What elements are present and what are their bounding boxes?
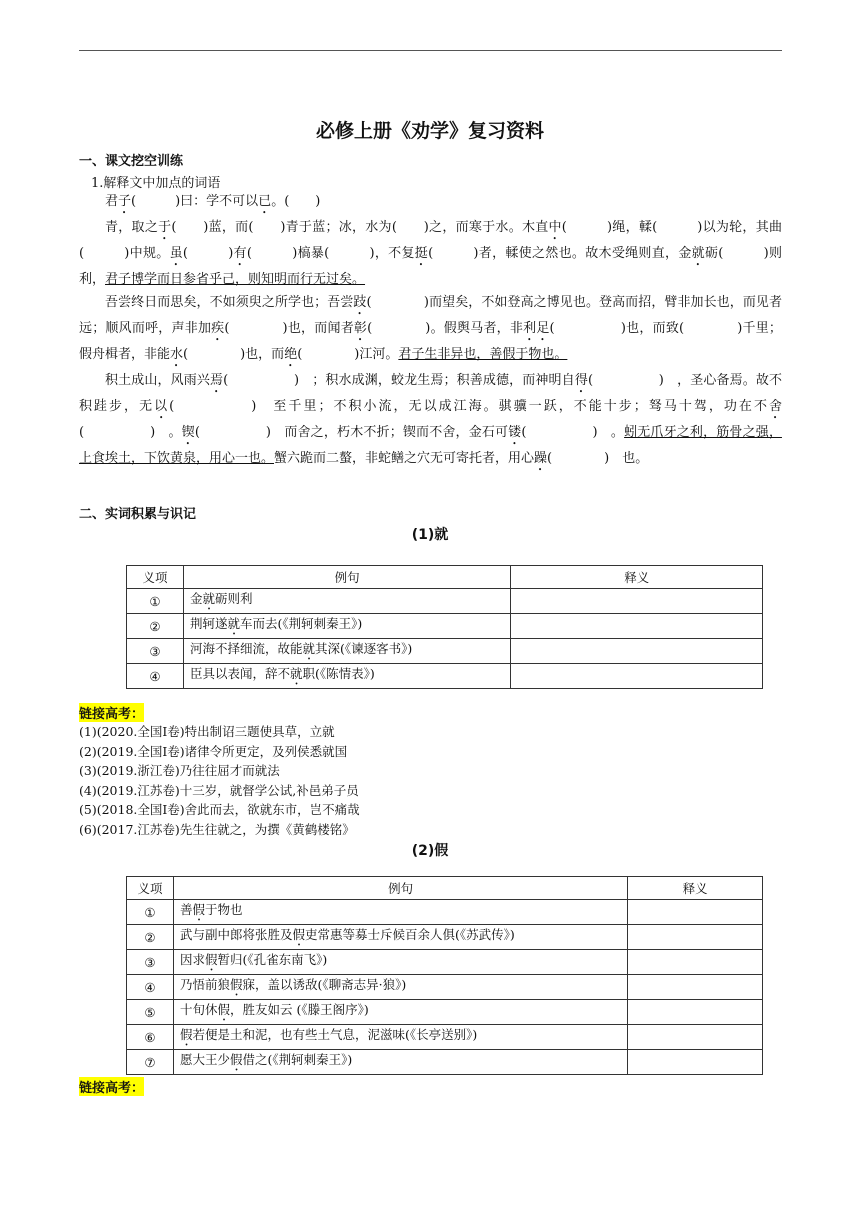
row-number: ① xyxy=(127,589,184,614)
gaokao-list xyxy=(79,722,360,840)
passage xyxy=(79,191,782,474)
row-number: ⑥ xyxy=(127,1025,174,1050)
table-row xyxy=(127,614,763,639)
table-row xyxy=(127,589,763,614)
example-sentence: 荆轲遂就车而去(《荆轲刺秦王》) xyxy=(183,614,510,639)
col-header-meaning: 释义 xyxy=(628,877,763,900)
example-sentence: 武与副中郎将张胜及假吏常惠等募士斥候百余人俱(《苏武传》) xyxy=(173,925,627,950)
table-row xyxy=(127,639,763,664)
table-header-row xyxy=(127,877,763,900)
meaning-blank[interactable] xyxy=(628,900,763,925)
table-row xyxy=(127,925,763,950)
section-heading-1: 一、课文挖空训练 xyxy=(79,154,184,169)
example-sentence: 因求假暂归(《孔雀东南飞》) xyxy=(173,950,627,975)
table-header-row xyxy=(127,566,763,589)
row-number: ④ xyxy=(127,975,174,1000)
meaning-blank[interactable] xyxy=(511,664,763,689)
example-sentence: 善假于物也 xyxy=(173,900,627,925)
example-sentence: 河海不择细流，故能就其深(《谏逐客书》) xyxy=(183,639,510,664)
meaning-blank[interactable] xyxy=(628,925,763,950)
table-jia xyxy=(126,876,763,1075)
passage-para-3: 吾尝终日而思矣，不如须臾之所学也；吾尝跂( )而望矣，不如登高之博见也。登高而招，臂非加长也，而见者远；顺风而呼，声非加疾( )也，而闻者彰( )。假舆马者，非利足( )也，而致( )千里；假舟楫者，非能水( )也，而绝( )江河。君子生非异也，善假于物也。 xyxy=(79,294,782,362)
meaning-blank[interactable] xyxy=(628,1000,763,1025)
row-number: ② xyxy=(127,925,174,950)
passage-para-2: 青，取之于( )蓝，而( )青于蓝；冰，水为( )之，而寒于水。木直中( )绳，輮( )以为轮，其曲( )中规。虽( )有( )槁暴( )，不复挺( )者，輮使之然也。故木受绳则直，金就砺( )则利，君子博学而日参省乎己，则知明而行无过矣。 xyxy=(79,220,782,287)
row-number: ⑤ xyxy=(127,1000,174,1025)
table2-heading: (2)假 xyxy=(411,843,449,859)
table-row xyxy=(127,1000,763,1025)
col-header-example: 例句 xyxy=(183,566,510,589)
example-sentence: 臣具以表闻，辞不就职(《陈情表》) xyxy=(183,664,510,689)
example-sentence: 十旬休假，胜友如云 (《滕王阁序》) xyxy=(173,1000,627,1025)
meaning-blank[interactable] xyxy=(511,589,763,614)
list-item: (3)(2019.浙江卷)乃往往屈才而就法 xyxy=(79,763,280,779)
meaning-blank[interactable] xyxy=(628,1050,763,1075)
col-header-example: 例句 xyxy=(173,877,627,900)
passage-para-4: 积土成山，风雨兴焉( ) ；积水成渊，蛟龙生焉；积善成德，而神明自得( ) ，圣心备焉。故不积跬步，无以( ) 至千里；不积小流，无以成江海。骐骥一跃，不能十步；驽马十驾，功在不舍( ) 。锲( ) 而舍之，朽木不折；锲而不舍，金石可镂( ) 。蚓无爪牙之利，筋骨之强，上食埃土，下饮黄泉，用心一也。蟹六跪而二螯，非蛇鳝之穴无可寄托者，用心躁( ) 也。 xyxy=(79,372,782,466)
table-row xyxy=(127,950,763,975)
meaning-blank[interactable] xyxy=(511,639,763,664)
meaning-blank[interactable] xyxy=(628,1025,763,1050)
table1-heading: (1)就 xyxy=(411,527,449,543)
table-row xyxy=(127,900,763,925)
example-sentence: 假若便是土和泥，也有些土气息，泥滋味(《长亭送别》) xyxy=(173,1025,627,1050)
row-number: ① xyxy=(127,900,174,925)
row-number: ⑦ xyxy=(127,1050,174,1075)
row-number: ② xyxy=(127,614,184,639)
col-header-item: 义项 xyxy=(127,566,184,589)
list-item: (6)(2017.江苏卷)先生往就之，为撰《黄鹤楼铭》 xyxy=(79,821,355,837)
list-item: (4)(2019.江苏卷)十三岁，就督学公试,补邑弟子员 xyxy=(79,782,359,798)
list-item: (1)(2020.全国Ⅰ卷)特出制诏三题使具草，立就 xyxy=(79,724,335,739)
example-sentence: 乃悟前狼假寐，盖以诱敌(《聊斋志异·狼》) xyxy=(173,975,627,1000)
header-rule xyxy=(79,50,782,51)
row-number: ③ xyxy=(127,639,184,664)
example-sentence: 金就砺则利 xyxy=(183,589,510,614)
table-row xyxy=(127,1050,763,1075)
section-heading-2: 二、实词积累与识记 xyxy=(79,507,197,522)
page-title: 必修上册《劝学》复习资料 xyxy=(315,120,544,142)
gaokao-link-label-2: 链接高考： xyxy=(79,1077,144,1096)
meaning-blank[interactable] xyxy=(628,975,763,1000)
meaning-blank[interactable] xyxy=(511,614,763,639)
exercise-instruction: 1.解释文中加点的词语 xyxy=(91,176,221,191)
list-item: (5)(2018.全国Ⅰ卷)舍此而去，欲就东市，岂不痛哉 xyxy=(79,802,360,818)
row-number: ④ xyxy=(127,664,184,689)
row-number: ③ xyxy=(127,950,174,975)
gaokao-link-label-1: 链接高考： xyxy=(79,703,144,722)
example-sentence: 愿大王少假借之(《荆轲刺秦王》) xyxy=(173,1050,627,1075)
table-jiu xyxy=(126,565,763,689)
table-row xyxy=(127,975,763,1000)
col-header-meaning: 释义 xyxy=(511,566,763,589)
col-header-item: 义项 xyxy=(127,877,174,900)
meaning-blank[interactable] xyxy=(628,950,763,975)
passage-para-1: 君子( )曰：学不可以已。( ) xyxy=(105,194,321,209)
table-row xyxy=(127,1025,763,1050)
table-row xyxy=(127,664,763,689)
list-item: (2)(2019.全国Ⅰ卷)诸律令所更定，及列侯悉就国 xyxy=(79,743,348,759)
